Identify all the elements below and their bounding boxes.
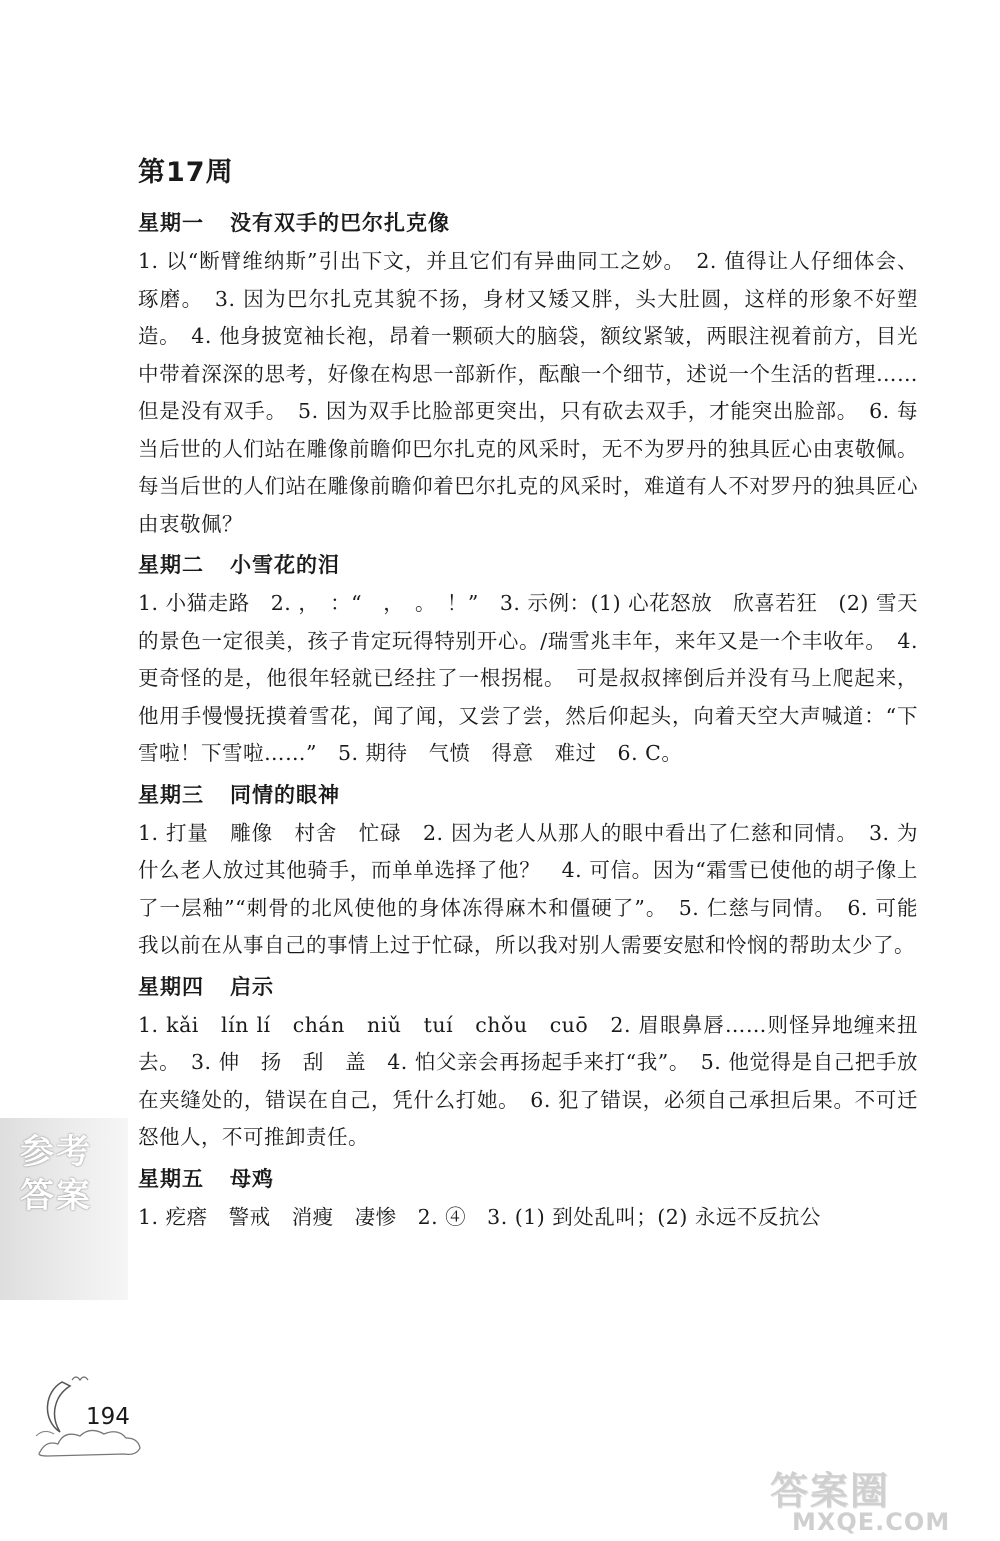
section-day: 星期一 — [138, 211, 204, 235]
answer-content — [138, 150, 918, 1238]
section-heading: 没有双手的巴尔扎克像 — [230, 211, 450, 235]
week-title: 第17周 — [138, 157, 234, 188]
section-heading: 母鸡 — [230, 1166, 274, 1191]
section-title — [138, 207, 918, 237]
section-heading: 同情的眼神 — [230, 782, 340, 807]
section-title — [138, 549, 918, 579]
section-answers: 1. 以“断臂维纳斯”引出下文，并且它们有异曲同工之妙。 2. 值得让人仔细体会、琢磨。 3. 因为巴尔扎克其貌不扬，身材又矮又胖，头大肚圆，这样的形象不好塑造。 4. 他身披宽袖长袍，昂着一颗硕大的脑袋，额纹紧皱，两眼注视着前方，目光中带着深深的思考，好像在构思一部新作，酝酿一个细节，述说一个生活的哲理……但是没有双手。 5. 因为双手比脸部更突出，只有砍去双手，才能突出脸部。 6. 每当后世的人们站在雕像前瞻仰巴尔扎克的风采时，无不为罗丹的独具匠心由衷敬佩。每当后世的人们站在雕像前瞻仰着巴尔扎克的风采时，难道有人不对罗丹的独具匠心由衷敬佩？ — [138, 249, 918, 536]
section-day: 星期四 — [138, 974, 204, 999]
section-answers: 1. 疙瘩 警戒 消瘦 凄惨 2. ④ 3. (1) 到处乱叫；(2) 永远不反抗公 — [138, 1204, 821, 1229]
section-wednesday — [138, 779, 918, 965]
section-answers: 1. kǎi lín lí chán niǔ tuí chǒu cuō 2. 眉眼鼻唇……则怪异地缠来扭去。 3. 伸 扬 刮 盖 4. 怕父亲会再扬起手来打“我”。 5. 他觉得是自己把手放在夹缝处的，错误在自己，凭什么打她。 6. 犯了错误，必须自己承担后果。不可迁怒他人，不可推卸责任。 — [138, 1012, 918, 1149]
section-monday — [138, 207, 918, 543]
section-day: 星期二 — [138, 553, 204, 577]
section-answers: 1. 打量 雕像 村舍 忙碌 2. 因为老人从那人的眼中看出了仁慈和同情。 3. 为什么老人放过其他骑手，而单单选择了他？ 4. 可信。因为“霜雪已使他的胡子像上了一层釉”“刺骨的北风使他的身体冻得麻木和僵硬了”。 5. 仁慈与同情。 6. 可能我以前在从事自己的事情上过于忙碌，所以我对别人需要安慰和怜悯的帮助太少了。 — [138, 820, 918, 957]
section-heading: 小雪花的泪 — [230, 553, 340, 577]
section-day: 星期三 — [138, 782, 204, 807]
watermark-url: MXQE.COM — [792, 1508, 951, 1536]
section-title — [138, 1163, 918, 1193]
section-title — [138, 971, 918, 1001]
side-tab-label: 参考答案 — [20, 1132, 92, 1216]
section-title — [138, 779, 918, 809]
page-number: 194 — [86, 1404, 130, 1430]
section-heading: 启示 — [230, 974, 274, 999]
watermark-logo: 答案圈 — [770, 1469, 891, 1513]
section-answers: 1. 小猫走路 2. ， ：“ ， 。 ！” 3. 示例：(1) 心花怒放 欣喜若狂 (2) 雪天的景色一定很美，孩子肯定玩得特别开心。/瑞雪兆丰年，来年又是一个丰收年。 4. 更奇怪的是，他很年轻就已经拄了一根拐棍。 可是叔叔摔倒后并没有马上爬起来，他用手慢慢抚摸着雪花，闻了闻，又尝了尝，然后仰起头，向着天空大声喊道：“下雪啦！下雪啦……” 5. 期待 气愤 得意 难过 6. C。 — [138, 591, 918, 765]
section-tuesday — [138, 549, 918, 773]
section-day: 星期五 — [138, 1166, 204, 1191]
section-thursday — [138, 971, 918, 1157]
section-friday — [138, 1163, 918, 1237]
